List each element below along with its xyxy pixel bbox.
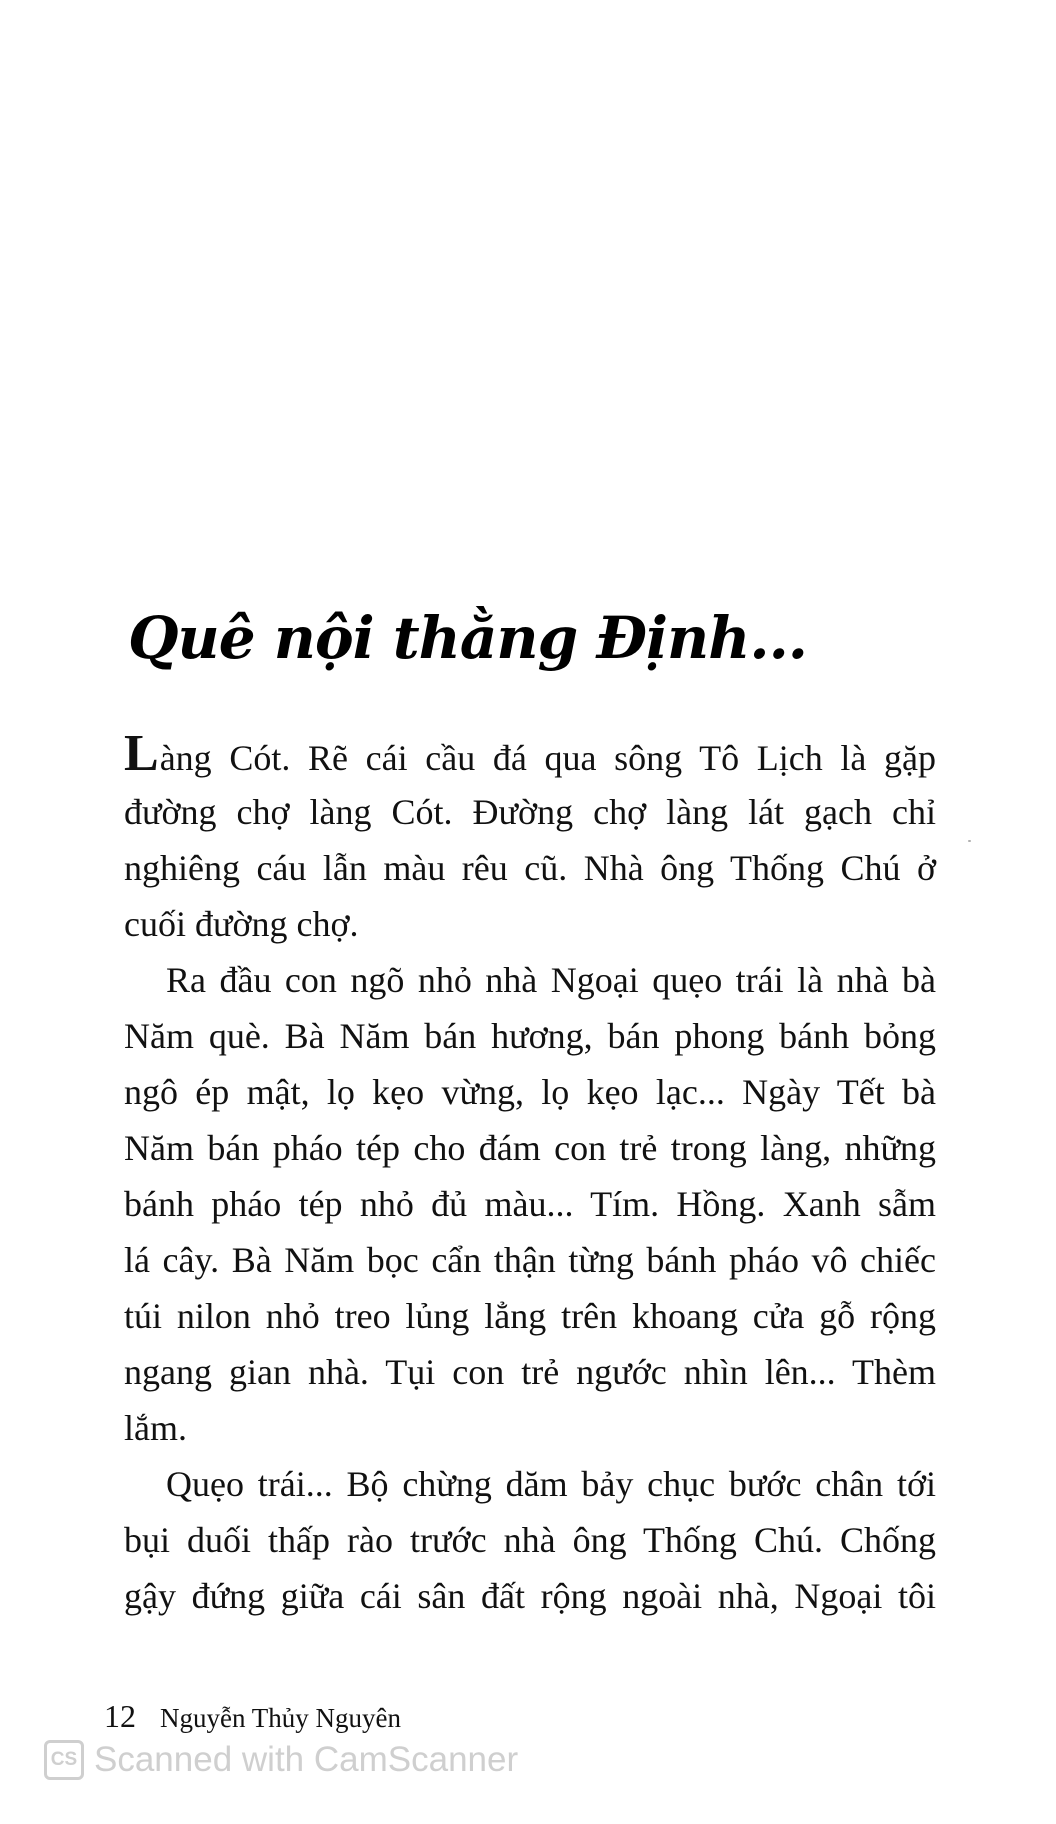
scan-speck	[968, 840, 971, 842]
paragraph-3-line-2: bụi duối thấp rào trước nhà ông Thống Chú. Chống	[124, 1520, 936, 1560]
paragraph-2-line-9: lắm.	[124, 1408, 187, 1448]
paragraph-1-line-1: Làng Cót. Rẽ cái cầu đá qua sông Tô Lịch là gặp	[124, 725, 936, 782]
camscanner-watermark	[44, 1740, 518, 1780]
paragraph-2-line-8: ngang gian nhà. Tụi con trẻ ngước nhìn lên... Thèm	[124, 1352, 936, 1392]
page-footer	[104, 1698, 401, 1735]
author-name: Nguyễn Thủy Nguyên	[160, 1703, 401, 1733]
paragraph-1-line-2: đường chợ làng Cót. Đường chợ làng lát gạch chỉ	[124, 792, 936, 832]
paragraph-1-line-4: cuối đường chợ.	[124, 904, 359, 944]
paragraph-2-line-4: Năm bán pháo tép cho đám con trẻ trong làng, những	[124, 1128, 936, 1168]
camscanner-logo-icon: CS	[44, 1740, 84, 1780]
paragraph-3-line-1: Quẹo trái... Bộ chừng dăm bảy chục bước chân tới	[166, 1464, 936, 1504]
paragraph-2-line-3: ngô ép mật, lọ kẹo vừng, lọ kẹo lạc... Ngày Tết bà	[124, 1072, 936, 1112]
paragraph-2-line-7: túi nilon nhỏ treo lủng lẳng trên khoang cửa gỗ rộng	[124, 1296, 936, 1336]
page-number: 12	[104, 1698, 136, 1734]
chapter-title: Quê nội thằng Định...	[128, 604, 807, 672]
paragraph-3-line-3: gậy đứng giữa cái sân đất rộng ngoài nhà, Ngoại tôi	[124, 1576, 936, 1616]
watermark-text: Scanned with CamScanner	[94, 1740, 519, 1779]
paragraph-2-line-6: lá cây. Bà Năm bọc cẩn thận từng bánh pháo vô chiếc	[124, 1240, 936, 1280]
body-text	[124, 725, 936, 1624]
paragraph-2-line-1: Ra đầu con ngõ nhỏ nhà Ngoại quẹo trái là nhà bà	[166, 960, 936, 1000]
paragraph-2-line-5: bánh pháo tép nhỏ đủ màu... Tím. Hồng. Xanh sẫm	[124, 1184, 936, 1224]
paragraph-2-line-2: Năm què. Bà Năm bán hương, bán phong bánh bỏng	[124, 1016, 936, 1056]
paragraph-1-line-3: nghiêng cáu lẫn màu rêu cũ. Nhà ông Thống Chú ở	[124, 848, 936, 888]
drop-cap: L	[124, 725, 160, 782]
